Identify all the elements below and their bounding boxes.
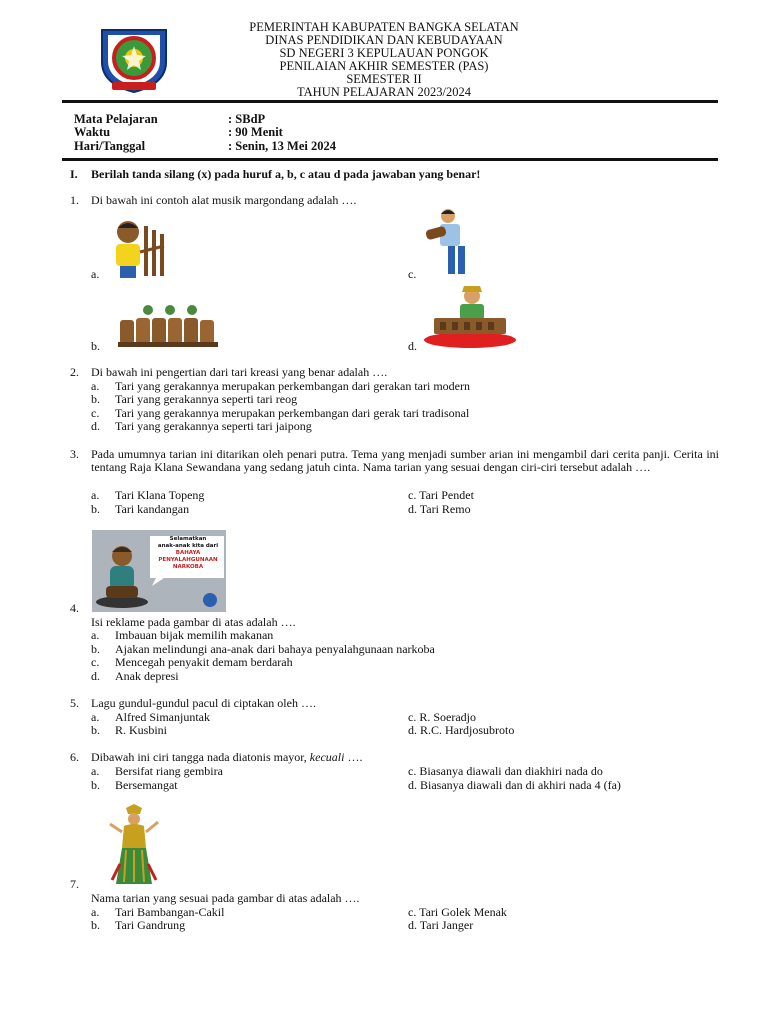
drum-ensemble-image <box>116 302 222 350</box>
q6-option-b-letter: b. <box>91 778 100 792</box>
section-number: I. <box>70 167 78 181</box>
header-line-2: DINAS PENDIDIKAN DAN KEBUDAYAAN <box>265 33 503 47</box>
q3-option-b-letter: b. <box>91 502 100 516</box>
q2-option-d: Tari yang gerakannya seperti tari jaipong <box>115 419 312 433</box>
q6-option-d: d. Biasanya diawali dan di akhiri nada 4 (fa) <box>408 778 621 792</box>
q2-number: 2. <box>70 365 79 379</box>
q7-option-a: Tari Bambangan-Cakil <box>115 905 225 919</box>
man-playing-drum-image <box>424 206 480 278</box>
q5-text: Lagu gundul-gundul pacul di ciptakan oleh …. <box>91 696 316 710</box>
header-line-4: PENILAIAN AKHIR SEMESTER (PAS) <box>279 59 489 73</box>
q1-number: 1. <box>70 193 79 207</box>
q6-emphasis: kecuali <box>309 750 345 764</box>
q4-option-d-letter: d. <box>91 669 100 683</box>
q5-option-d: d. R.C. Hardjosubroto <box>408 723 515 737</box>
header-line-3: SD NEGERI 3 KEPULAUAN PONGOK <box>279 46 489 60</box>
q5-option-b-letter: b. <box>91 723 100 737</box>
q6-ellipsis: …. <box>347 750 363 764</box>
q3-option-a: Tari Klana Topeng <box>115 488 205 502</box>
meta-value-time: : 90 Menit <box>228 125 283 139</box>
q5-option-b: R. Kusbini <box>115 723 168 737</box>
q2-option-d-letter: d. <box>91 419 100 433</box>
q2-option-b: Tari yang gerakannya seperti tari reog <box>115 392 298 406</box>
q6-text-line <box>91 751 362 764</box>
q4-option-a-letter: a. <box>91 628 100 642</box>
poster-line-3: BAHAYA PENYALAHGUNAAN <box>158 550 218 563</box>
q6-number: 6. <box>70 750 79 764</box>
header-line-5: SEMESTER II <box>346 72 422 86</box>
poster-line-4: NARKOBA <box>172 564 204 570</box>
q5-option-c: c. R. Soeradjo <box>408 710 476 724</box>
q7-option-d: d. Tari Janger <box>408 918 474 932</box>
q5-number: 5. <box>70 696 79 710</box>
q2-option-c-letter: c. <box>91 406 100 420</box>
q7-number: 7. <box>70 877 79 891</box>
meta-label-subject: Mata Pelajaran <box>74 112 158 126</box>
anti-drug-poster-image <box>92 530 226 612</box>
q6-option-b: Bersemangat <box>115 778 178 792</box>
q3-option-a-letter: a. <box>91 488 100 502</box>
meta-value-date: : Senin, 13 Mei 2024 <box>228 139 336 153</box>
gamelan-player-image <box>422 284 518 350</box>
poster-line-1: Selamatkan <box>169 536 207 542</box>
meta-value-subject: : SBdP <box>228 112 266 126</box>
q1-option-c-letter: c. <box>408 267 417 281</box>
meta-label-time: Waktu <box>74 125 111 139</box>
q7-option-c: c. Tari Golek Menak <box>408 905 507 919</box>
q4-option-d: Anak depresi <box>115 669 179 683</box>
q7-option-b-letter: b. <box>91 918 100 932</box>
q1-option-d-letter: d. <box>408 339 417 353</box>
q3-number: 3. <box>70 447 79 461</box>
q6-option-a-letter: a. <box>91 764 100 778</box>
q7-option-a-letter: a. <box>91 905 100 919</box>
q4-option-b-letter: b. <box>91 642 100 656</box>
q7-option-b: Tari Gandrung <box>115 918 186 932</box>
q6-text: Dibawah ini ciri tangga nada diatonis mayor, <box>91 750 307 764</box>
q3-option-c: c. Tari Pendet <box>408 488 474 502</box>
q1-text: Di bawah ini contoh alat musik margondang adalah …. <box>91 193 357 207</box>
q2-option-a: Tari yang gerakannya merupakan perkembangan dari gerakan tari modern <box>115 379 470 393</box>
q1-option-a-letter: a. <box>91 267 100 281</box>
header-line-1: PEMERINTAH KABUPATEN BANGKA SELATAN <box>249 20 519 34</box>
q2-option-b-letter: b. <box>91 392 100 406</box>
q4-number: 4. <box>70 601 79 615</box>
q2-option-a-letter: a. <box>91 379 100 393</box>
meta-rule <box>62 158 718 161</box>
q6-option-c: c. Biasanya diawali dan diakhiri nada do <box>408 764 603 778</box>
q3-option-b: Tari kandangan <box>115 502 190 516</box>
dancer-image <box>106 804 162 888</box>
poster-line-2: anak-anak kita dari <box>157 543 219 549</box>
section-instruction: Berilah tanda silang (x) pada huruf a, b, c atau d pada jawaban yang benar! <box>91 167 481 181</box>
q2-option-c: Tari yang gerakannya merupakan perkembangan dari gerak tari tradisonal <box>115 406 470 420</box>
q4-option-b: Ajakan melindungi ana-anak dari bahaya penyalahgunaan narkoba <box>115 642 435 656</box>
header-rule <box>62 100 718 103</box>
q5-option-a-letter: a. <box>91 710 100 724</box>
boy-playing-instrument-image <box>110 216 166 280</box>
q3-option-d: d. Tari Remo <box>408 502 471 516</box>
q5-option-a: Alfred Simanjuntak <box>115 710 210 724</box>
meta-label-date: Hari/Tanggal <box>74 139 146 153</box>
q2-text: Di bawah ini pengertian dari tari kreasi yang benar adalah …. <box>91 365 388 379</box>
q4-text: Isi reklame pada gambar di atas adalah …. <box>91 615 296 629</box>
q1-option-b-letter: b. <box>91 339 100 353</box>
header-line-6: TAHUN PELAJARAN 2023/2024 <box>297 85 471 99</box>
q7-text: Nama tarian yang sesuai pada gambar di atas adalah …. <box>91 891 360 905</box>
q6-option-a: Bersifat riang gembira <box>115 764 223 778</box>
q4-option-c: Mencegah penyakit demam berdarah <box>115 655 293 669</box>
q4-option-a: Imbauan bijak memilih makanan <box>115 628 274 642</box>
q3-text: Pada umumnya tarian ini ditarikan oleh penari putra. Tema yang menjadi sumber arian ini mengambil dari cerita panji. Cerita ini tentang Raja Klana Sewandana yang sedang jatuh cinta. Nama tarian yang sesuai dengan ciri-ciri tersebut adalah …. <box>91 447 719 474</box>
q4-option-c-letter: c. <box>91 655 100 669</box>
